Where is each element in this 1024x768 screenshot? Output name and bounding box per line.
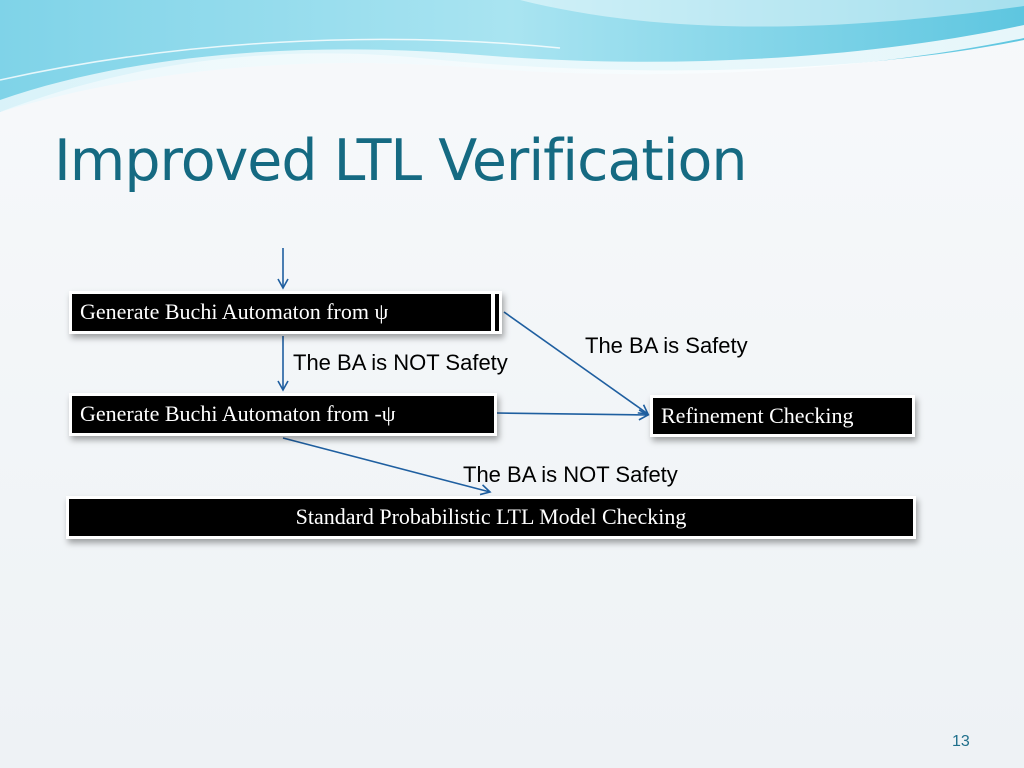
edge-label-not-safety-1: The BA is NOT Safety bbox=[293, 350, 508, 375]
node-standard-model-checking: Standard Probabilistic LTL Model Checking bbox=[66, 496, 916, 539]
slide-title: Improved LTL Verification bbox=[54, 128, 747, 194]
node-refinement-checking: Refinement Checking bbox=[650, 395, 915, 437]
node-generate-ba-neg-psi: Generate Buchi Automaton from -ψ bbox=[69, 393, 497, 436]
edge-label-not-safety-2: The BA is NOT Safety bbox=[463, 462, 678, 487]
arrow-neg-psi-to-refinement bbox=[497, 413, 648, 415]
node-generate-ba-psi: Generate Buchi Automaton from ψ bbox=[69, 291, 502, 334]
arrow-psi-to-refinement bbox=[504, 312, 648, 414]
page-number: 13 bbox=[952, 733, 970, 750]
arrow-neg-psi-to-standard bbox=[283, 438, 490, 492]
edge-label-safety: The BA is Safety bbox=[585, 333, 748, 358]
